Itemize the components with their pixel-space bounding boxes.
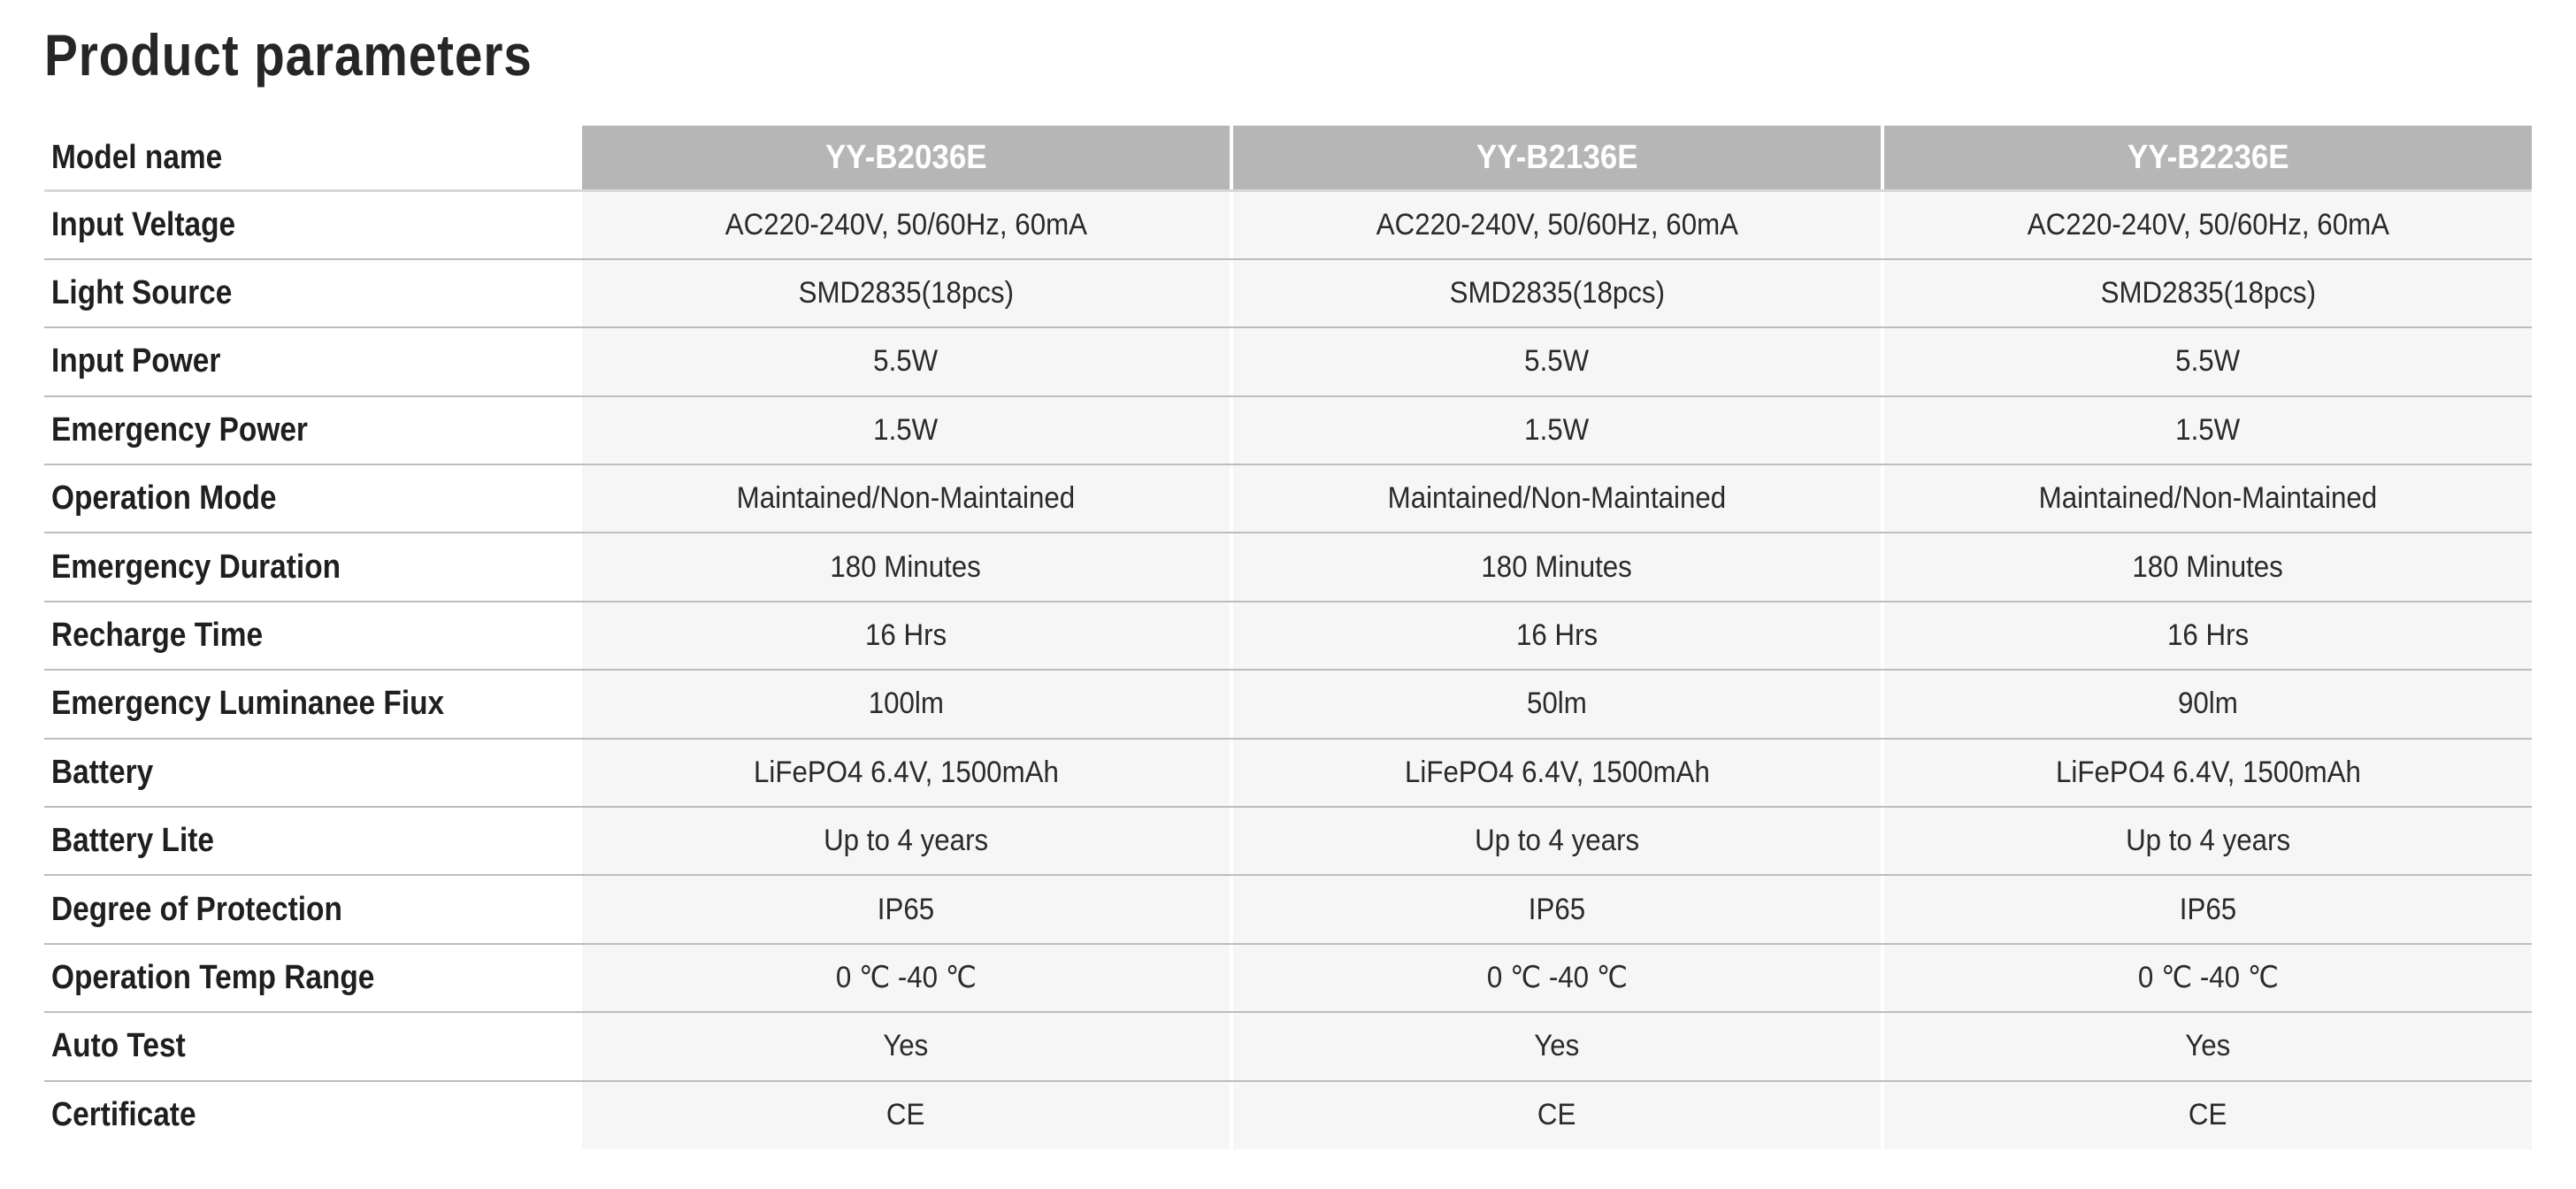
parameter-value-model-2: [1233, 1012, 1881, 1080]
parameter-value-model-1: [582, 875, 1230, 943]
parameter-value-text: Yes: [883, 1029, 929, 1063]
table-row: [44, 259, 2532, 327]
parameter-value-text: 16 Hrs: [864, 618, 947, 653]
parameter-value-model-1: [582, 533, 1230, 601]
parameter-value-model-1: [582, 670, 1230, 738]
parameter-value-text: LiFePO4 6.4V, 1500mAh: [2055, 755, 2361, 789]
parameter-value-text: 180 Minutes: [2132, 549, 2284, 584]
parameter-label: [44, 739, 582, 807]
parameter-value-model-2: [1233, 1081, 1881, 1149]
parameter-value-text: 1.5W: [1524, 412, 1590, 447]
parameter-value-model-2: [1233, 259, 1881, 327]
table-row: [44, 1081, 2532, 1149]
product-parameters-table: [44, 126, 2532, 1149]
parameter-label: [44, 259, 582, 327]
parameter-value-model-2: [1233, 807, 1881, 875]
parameter-value-text: Up to 4 years: [2125, 824, 2291, 858]
parameter-value-model-1: [582, 259, 1230, 327]
parameter-value-model-3: [1884, 396, 2532, 464]
parameter-label-text: Operation Mode: [51, 479, 277, 518]
table-row: [44, 191, 2532, 259]
parameter-value-model-3: [1884, 944, 2532, 1012]
table-row: [44, 807, 2532, 875]
parameter-value-text: 16 Hrs: [2166, 618, 2250, 653]
parameter-value-model-1: [582, 464, 1230, 533]
parameter-value-text: 1.5W: [873, 412, 939, 447]
table-row: [44, 670, 2532, 738]
parameter-value-text: 0 ℃ -40 ℃: [2137, 961, 2279, 995]
parameter-value-model-1: [582, 396, 1230, 464]
parameter-value-model-3: [1884, 191, 2532, 259]
parameter-label: [44, 944, 582, 1012]
table-row: [44, 602, 2532, 670]
parameter-value-text: 5.5W: [1524, 344, 1590, 379]
parameter-value-text: 90lm: [2178, 687, 2238, 721]
parameter-value-text: SMD2835(18pcs): [2100, 276, 2316, 311]
parameter-label-text: Emergency Power: [51, 410, 308, 449]
parameter-value-text: 180 Minutes: [1481, 549, 1633, 584]
parameter-value-text: Maintained/Non-Maintained: [736, 481, 1076, 516]
parameter-value-text: Yes: [1534, 1029, 1580, 1063]
parameter-value-text: LiFePO4 6.4V, 1500mAh: [753, 755, 1059, 789]
parameter-label: [44, 602, 582, 670]
model-header-2-text: YY-B2136E: [1476, 138, 1638, 176]
parameter-value-model-3: [1884, 1081, 2532, 1149]
parameter-label-text: Auto Test: [51, 1027, 186, 1065]
parameter-label: [44, 1081, 582, 1149]
parameter-value-model-3: [1884, 739, 2532, 807]
parameter-value-model-2: [1233, 396, 1881, 464]
parameter-value-model-2: [1233, 670, 1881, 738]
parameter-label-text: Battery: [51, 753, 154, 791]
parameter-value-text: 0 ℃ -40 ℃: [835, 961, 977, 995]
model-name-label: [44, 126, 582, 191]
parameter-value-text: Maintained/Non-Maintained: [2038, 481, 2378, 516]
parameter-value-text: LiFePO4 6.4V, 1500mAh: [1404, 755, 1710, 789]
parameter-value-text: 50lm: [1527, 687, 1587, 721]
parameter-label-text: Light Source: [51, 274, 233, 312]
parameter-value-text: Up to 4 years: [1474, 824, 1640, 858]
parameter-value-model-2: [1233, 944, 1881, 1012]
parameter-value-model-3: [1884, 602, 2532, 670]
parameter-label-text: Battery Lite: [51, 822, 214, 860]
parameter-value-model-3: [1884, 464, 2532, 533]
parameter-value-model-1: [582, 327, 1230, 395]
parameter-label: [44, 533, 582, 601]
parameter-value-text: SMD2835(18pcs): [1449, 276, 1665, 311]
parameter-value-text: AC220-240V, 50/60Hz, 60mA: [724, 207, 1087, 242]
parameter-value-model-1: [582, 1081, 1230, 1149]
parameter-value-text: 5.5W: [873, 344, 939, 379]
parameter-label-text: Recharge Time: [51, 617, 264, 655]
parameter-value-text: CE: [2189, 1098, 2227, 1132]
model-header-3: [1884, 126, 2532, 191]
parameter-label-text: Certificate: [51, 1096, 196, 1134]
parameter-value-text: 100lm: [868, 687, 944, 721]
table-header-row: [44, 126, 2532, 191]
parameter-value-model-2: [1233, 739, 1881, 807]
parameter-label-text: Emergency Duration: [51, 548, 341, 586]
model-header-2: [1233, 126, 1881, 191]
parameter-value-model-2: [1233, 533, 1881, 601]
parameter-value-text: 5.5W: [2175, 344, 2241, 379]
parameter-value-text: SMD2835(18pcs): [798, 276, 1014, 311]
parameter-label: [44, 875, 582, 943]
table-row: [44, 1012, 2532, 1080]
parameter-label-text: Input Veltage: [51, 205, 236, 243]
parameter-value-model-1: [582, 191, 1230, 259]
parameter-value-text: IP65: [877, 892, 935, 926]
parameter-value-model-1: [582, 739, 1230, 807]
parameter-value-text: IP65: [2179, 892, 2237, 926]
parameter-value-text: IP65: [1528, 892, 1586, 926]
parameter-value-model-3: [1884, 875, 2532, 943]
table-row: [44, 464, 2532, 533]
parameter-label-text: Emergency Luminanee Fiux: [51, 685, 445, 723]
parameter-value-text: Maintained/Non-Maintained: [1387, 481, 1727, 516]
parameter-label: [44, 670, 582, 738]
parameter-label: [44, 464, 582, 533]
parameter-value-model-3: [1884, 1012, 2532, 1080]
parameter-label: [44, 807, 582, 875]
parameter-value-model-2: [1233, 602, 1881, 670]
parameter-label-text: Operation Temp Range: [51, 958, 375, 996]
parameter-value-model-3: [1884, 670, 2532, 738]
parameter-label: [44, 327, 582, 395]
parameter-value-model-2: [1233, 875, 1881, 943]
model-header-1-text: YY-B2036E: [824, 138, 987, 176]
parameter-value-model-2: [1233, 327, 1881, 395]
model-name-label-text: Model name: [51, 138, 223, 176]
table-row: [44, 875, 2532, 943]
parameter-value-model-1: [582, 944, 1230, 1012]
page-title: Product parameters: [44, 22, 533, 88]
model-header-1: [582, 126, 1230, 191]
parameter-label: [44, 1012, 582, 1080]
parameter-value-text: 180 Minutes: [830, 549, 982, 584]
parameter-label-text: Input Power: [51, 342, 221, 380]
parameter-value-text: Yes: [2185, 1029, 2231, 1063]
parameter-value-text: 16 Hrs: [1515, 618, 1598, 653]
parameter-value-text: 1.5W: [2175, 412, 2241, 447]
parameter-label-text: Degree of Protection: [51, 890, 342, 928]
parameter-value-model-2: [1233, 191, 1881, 259]
parameter-label: [44, 396, 582, 464]
parameter-value-model-2: [1233, 464, 1881, 533]
parameter-value-text: CE: [1537, 1098, 1576, 1132]
parameter-value-text: AC220-240V, 50/60Hz, 60mA: [1376, 207, 1738, 242]
parameter-value-model-3: [1884, 327, 2532, 395]
table-row: [44, 327, 2532, 395]
parameter-value-text: Up to 4 years: [823, 824, 989, 858]
parameter-value-model-3: [1884, 533, 2532, 601]
parameter-label: [44, 191, 582, 259]
parameter-value-model-1: [582, 1012, 1230, 1080]
table-row: [44, 396, 2532, 464]
parameter-value-text: 0 ℃ -40 ℃: [1486, 961, 1628, 995]
table-row: [44, 739, 2532, 807]
table-row: [44, 533, 2532, 601]
table-row: [44, 944, 2532, 1012]
model-header-3-text: YY-B2236E: [2127, 138, 2289, 176]
parameter-value-text: CE: [886, 1098, 925, 1132]
parameter-value-model-3: [1884, 807, 2532, 875]
parameter-value-text: AC220-240V, 50/60Hz, 60mA: [2027, 207, 2389, 242]
parameter-value-model-3: [1884, 259, 2532, 327]
parameter-value-model-1: [582, 602, 1230, 670]
parameter-value-model-1: [582, 807, 1230, 875]
